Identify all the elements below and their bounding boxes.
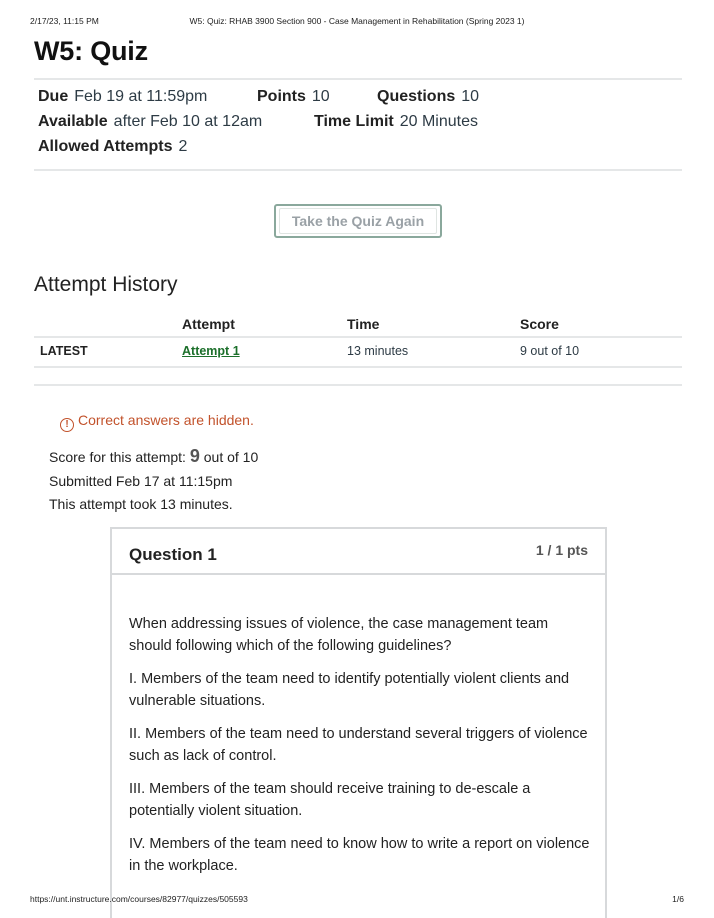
- time-limit-label: Time Limit: [314, 113, 394, 130]
- available-value: after Feb 10 at 12am: [113, 113, 263, 130]
- print-document-title: W5: Quiz: RHAB 3900 Section 900 - Case Management in Rehabilitation (Spring 2023 1): [189, 16, 525, 26]
- due-detail: [38, 88, 207, 110]
- latest-tag: LATEST: [40, 344, 88, 358]
- page-title: W5: Quiz: [34, 36, 148, 66]
- question-points: 1 / 1 pts: [535, 542, 588, 558]
- print-footer: [30, 894, 684, 906]
- time-limit-value: 20 Minutes: [399, 113, 478, 130]
- attempts-label: Allowed Attempts: [38, 138, 173, 155]
- column-header-score: Score: [520, 316, 559, 332]
- print-page-number: 1/6: [672, 894, 684, 904]
- question-title: Question 1: [129, 545, 217, 564]
- questions-value: 10: [461, 88, 480, 105]
- column-header-time: Time: [347, 316, 380, 332]
- exclamation-circle-icon: !: [60, 418, 74, 432]
- submitted-line: Submitted Feb 17 at 11:15pm: [49, 473, 233, 489]
- header-divider: [34, 336, 682, 338]
- due-label: Due: [38, 88, 69, 105]
- points-value: 10: [311, 88, 330, 105]
- time-limit-detail: [314, 113, 478, 135]
- question-statement: II. Members of the team need to understand several triggers of violence such as lack of control.: [129, 726, 588, 764]
- button-focus-ring: [279, 208, 437, 234]
- question-stem: When addressing issues of violence, the case management team should following which of the following guidelines?: [129, 616, 549, 654]
- questions-detail: [377, 88, 479, 110]
- question-statement: IV. Members of the team need to know how to write a report on violence in the workplace.: [129, 836, 590, 874]
- row-divider: [34, 366, 682, 368]
- divider: [34, 78, 682, 80]
- available-label: Available: [38, 113, 108, 130]
- divider: [34, 384, 682, 386]
- attempts-value: 2: [178, 138, 188, 155]
- points-label: Points: [257, 88, 306, 105]
- score-value: 9: [189, 446, 200, 466]
- attempts-detail: [38, 138, 187, 160]
- take-quiz-again-button[interactable]: [274, 204, 442, 238]
- question-statement: III. Members of the team should receive training to de-escale a potentially violent situation.: [129, 781, 531, 819]
- score-suffix: out of 10: [203, 449, 259, 465]
- questions-label: Questions: [377, 88, 456, 105]
- points-detail: [257, 88, 330, 110]
- alert-text: Correct answers are hidden.: [78, 412, 254, 428]
- question-statement: I. Members of the team need to identify potentially violent clients and vulnerable situations.: [129, 671, 570, 709]
- print-timestamp: 2/17/23, 11:15 PM: [30, 16, 99, 26]
- question-text: [129, 613, 591, 888]
- attempt-history-title: Attempt History: [34, 273, 178, 296]
- divider: [34, 169, 682, 171]
- question-card: [110, 527, 607, 918]
- attempt-score: 9 out of 10: [520, 344, 580, 358]
- duration-line: This attempt took 13 minutes.: [49, 496, 233, 512]
- print-header: [30, 16, 684, 28]
- column-header-attempt: Attempt: [182, 316, 235, 332]
- due-value: Feb 19 at 11:59pm: [74, 88, 208, 105]
- score-prefix: Score for this attempt:: [49, 449, 186, 465]
- take-quiz-again-label: Take the Quiz Again: [291, 213, 425, 229]
- question-header: [112, 529, 605, 575]
- available-detail: [38, 113, 262, 135]
- correct-answers-hidden-alert: [60, 412, 254, 432]
- attempt-time: 13 minutes: [347, 344, 409, 358]
- score-line: [49, 446, 258, 467]
- attempt-1-link[interactable]: Attempt 1: [182, 344, 240, 358]
- print-url: https://unt.instructure.com/courses/82977/quizzes/505593: [30, 894, 248, 904]
